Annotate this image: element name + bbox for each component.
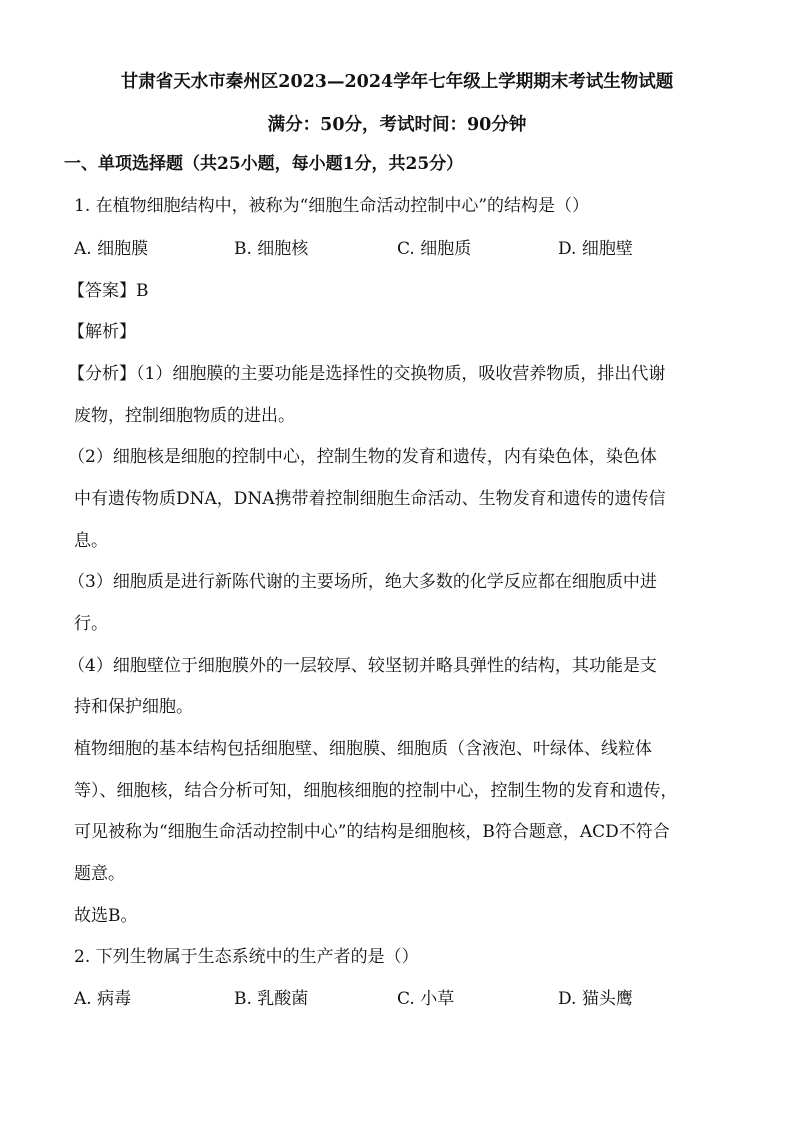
q1-option-c: C. 细胞质: [397, 239, 472, 259]
q1-analysis-label: 【解析】: [68, 322, 136, 342]
analysis-line: （3）细胞质是进行新陈代谢的主要场所，绝大多数的化学反应都在细胞质中进: [68, 572, 657, 592]
exam-title: 甘肃省天水市秦州区2023—2024学年七年级上学期期末考试生物试题: [120, 72, 674, 92]
q2-option-b: B. 乳酸菌: [234, 989, 309, 1009]
q1-option-d: D. 细胞壁: [558, 239, 633, 259]
analysis-line: 植物细胞的基本结构包括细胞壁、细胞膜、细胞质（含液泡、叶绿体、线粒体: [74, 739, 652, 759]
q2-option-d: D. 猫头鹰: [558, 989, 633, 1009]
analysis-line: 故选B。: [74, 906, 138, 926]
analysis-line: 持和保护细胞。: [74, 697, 193, 717]
analysis-line: 可见被称为“细胞生命活动控制中心”的结构是细胞核，B符合题意，ACD不符合: [74, 822, 670, 842]
analysis-line: （2）细胞核是细胞的控制中心，控制生物的发育和遗传，内有染色体，染色体: [68, 447, 657, 467]
analysis-line: 题意。: [74, 864, 125, 884]
q2-option-a: A. 病毒: [74, 989, 132, 1009]
q2-option-c: C. 小草: [397, 989, 455, 1009]
analysis-line: 等）、细胞核，结合分析可知，细胞核细胞的控制中心，控制生物的发育和遗传，: [74, 781, 678, 801]
question-2-stem: 2. 下列生物属于生态系统中的生产者的是（）: [74, 947, 419, 967]
analysis-line: 中有遗传物质DNA，DNA携带着控制细胞生命活动、生物发育和遗传的遗传信: [74, 489, 666, 509]
analysis-line: 行。: [74, 614, 108, 634]
q1-option-b: B. 细胞核: [234, 239, 309, 259]
exam-subtitle: 满分：50分，考试时间：90分钟: [267, 115, 527, 135]
q1-option-a: A. 细胞膜: [74, 239, 149, 259]
section-heading: 一、单项选择题（共25小题，每小题1分，共25分）: [64, 154, 464, 174]
analysis-line: 【分析】（1）细胞膜的主要功能是选择性的交换物质，吸收营养物质，排出代谢: [68, 364, 666, 384]
question-1-stem: 1. 在植物细胞结构中，被称为“细胞生命活动控制中心”的结构是（）: [74, 196, 590, 216]
analysis-line: 息。: [74, 531, 108, 551]
q1-answer: 【答案】B: [68, 281, 149, 301]
analysis-line: （4）细胞壁位于细胞膜外的一层较厚、较坚韧并略具弹性的结构，其功能是支: [68, 656, 657, 676]
analysis-line: 废物，控制细胞物质的进出。: [74, 406, 295, 426]
